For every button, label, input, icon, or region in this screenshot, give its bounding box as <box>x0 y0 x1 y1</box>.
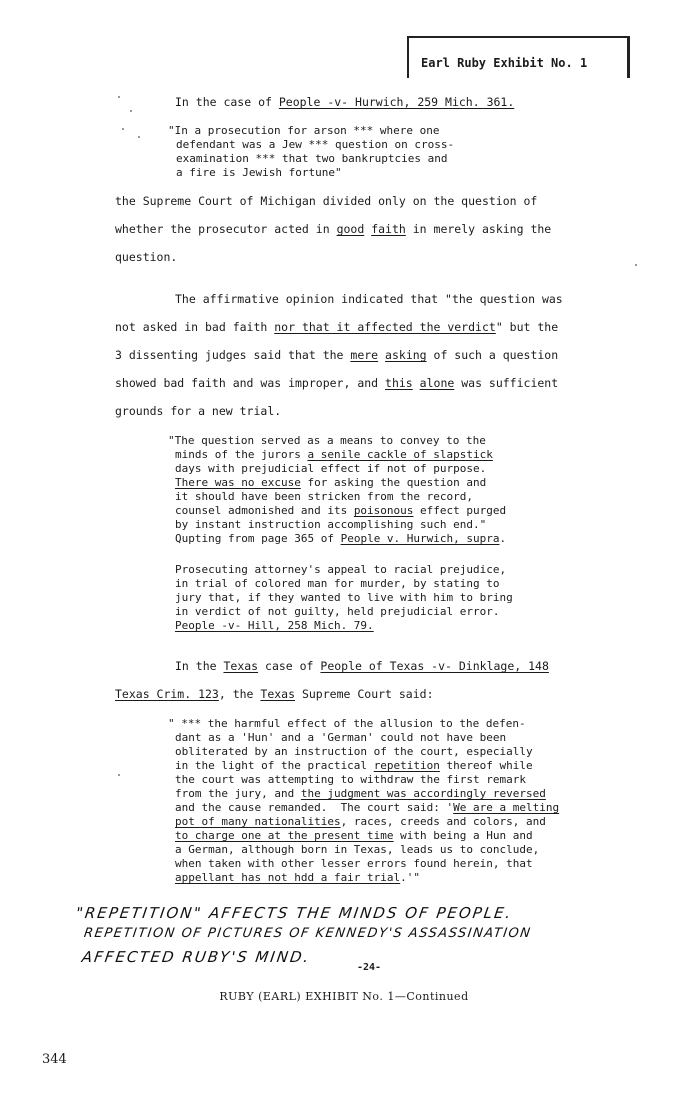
quote-line <box>175 532 506 545</box>
para1-line <box>115 224 551 236</box>
scan-speck <box>138 136 140 138</box>
para2-line <box>115 378 558 390</box>
quote-line <box>175 504 506 517</box>
quote-line: "The question served as a means to convey to the <box>168 434 486 447</box>
para2-line: grounds for a new trial. <box>115 404 282 418</box>
quote-line <box>175 829 533 842</box>
underlined-text: Texas <box>260 687 296 701</box>
text: showed bad faith and was improper, and <box>115 376 386 390</box>
text: , the <box>218 687 261 701</box>
underlined-text: appellant has not hdd a fair trial <box>175 871 401 884</box>
text: in merely asking the <box>405 222 552 236</box>
case1-line <box>175 97 514 109</box>
underlined-text: to charge one at the present time <box>175 829 394 842</box>
quote-line: dant as a 'Hun' and a 'German' could not have been <box>175 731 507 744</box>
underlined-text: We are a melting <box>453 801 560 814</box>
underlined-text: alone <box>419 376 455 390</box>
scan-speck <box>122 128 124 130</box>
quote-line <box>175 815 546 828</box>
underlined-text: There was no excuse <box>175 476 301 489</box>
text: Qupting from page 365 of <box>175 532 341 545</box>
underlined-text: pot of many nationalities <box>175 815 341 828</box>
para2-line <box>115 322 558 334</box>
text: . <box>499 532 507 545</box>
text: from the jury, and <box>175 787 301 800</box>
quote-line: the court was attempting to withdraw the first remark <box>175 773 526 786</box>
underlined-text: asking <box>385 348 427 362</box>
text: minds of the jurors <box>175 448 308 461</box>
quote-line: Prosecuting attorney's appeal to racial prejudice, <box>175 563 507 576</box>
underlined-text: People v. Hurwich, supra <box>340 532 500 545</box>
underlined-text: nor that it affected the verdict <box>274 320 496 334</box>
para1-line: the Supreme Court of Michigan divided only on the question of <box>115 194 538 208</box>
case1-intro: In the case of <box>175 95 279 109</box>
handwritten-note-line: REPETITION OF PICTURES OF KENNEDY'S ASSASSINATION <box>82 926 533 941</box>
underlined-text: People of Texas -v- Dinklage, 148 <box>320 659 549 673</box>
text: In the <box>175 659 224 673</box>
para2-line: The affirmative opinion indicated that "the question was <box>175 292 563 306</box>
text: " but the <box>495 320 559 334</box>
underlined-text: mere <box>350 348 379 362</box>
handwritten-note-line: "REPETITION" AFFECTS THE MINDS OF PEOPLE. <box>74 904 514 922</box>
quote-line: defendant was a Jew *** question on cross- <box>176 138 455 151</box>
quote-line: "In a prosecution for arson *** where one <box>168 124 440 137</box>
quote-line <box>175 759 533 772</box>
underlined-text: Texas <box>223 659 259 673</box>
text: thereof while <box>439 759 533 772</box>
quote-line: examination *** that two bankruptcies and <box>176 152 448 165</box>
underlined-text: a senile cackle of slapstick <box>307 448 493 461</box>
quote-line <box>175 871 420 884</box>
quote-line: in verdict of not guilty, held prejudicial error. <box>175 605 500 618</box>
underlined-text: Texas Crim. 123 <box>115 687 219 701</box>
quote2-block <box>168 434 506 546</box>
underlined-text: poisonous <box>353 504 414 517</box>
exhibit-label: Earl Ruby Exhibit No. 1 <box>421 56 588 70</box>
text: whether the prosecutor acted in <box>115 222 337 236</box>
para3-line <box>175 661 549 673</box>
quote-line: " *** the harmful effect of the allusion to the defen- <box>168 717 526 730</box>
scan-speck <box>118 96 120 98</box>
text: 3 dissenting judges said that the <box>115 348 351 362</box>
quote-line <box>175 448 493 461</box>
scan-speck <box>130 110 132 112</box>
quote-line <box>175 787 546 800</box>
text: counsel admonished and its <box>175 504 354 517</box>
quote-line: in trial of colored man for murder, by stating to <box>175 577 500 590</box>
handwritten-note-line: AFFECTED RUBY'S MIND. <box>80 948 312 966</box>
text: .'" <box>400 871 421 884</box>
text: not asked in bad faith <box>115 320 275 334</box>
text: case of <box>258 659 321 673</box>
text: of such a question <box>426 348 559 362</box>
page-number: -24- <box>357 962 382 973</box>
text: was sufficient <box>454 376 559 390</box>
case1-quote <box>168 124 454 180</box>
text: , races, creeds and colors, and <box>340 815 546 828</box>
exhibit-label-box <box>407 36 630 78</box>
underlined-text: the judgment was accordingly reversed <box>300 787 546 800</box>
quote-line: jury that, if they wanted to live with him to bring <box>175 591 513 604</box>
para1-line: question. <box>115 250 178 264</box>
text: and the cause remanded. The court said: ' <box>175 801 454 814</box>
quote-line: a fire is Jewish fortune" <box>176 166 342 179</box>
quote-line: a German, although born in Texas, leads us to conclude, <box>175 843 540 856</box>
quote-line: it should have been stricken from the record, <box>175 490 474 503</box>
underlined-text: faith <box>371 222 406 236</box>
text: effect purged <box>413 504 507 517</box>
folio-number: 344 <box>42 1052 67 1067</box>
para2-line <box>115 350 558 362</box>
quote3-block <box>175 563 513 633</box>
exhibit-caption: RUBY (EARL) EXHIBIT No. 1—Continued <box>219 990 469 1003</box>
text: in the light of the practical <box>175 759 374 772</box>
quote-line <box>175 476 486 489</box>
underlined-text: this <box>385 376 413 390</box>
underlined-text: good <box>336 222 365 236</box>
case1-citation: People -v- Hurwich, 259 Mich. 361. <box>278 95 515 109</box>
text: for asking the question and <box>300 476 487 489</box>
quote-line <box>175 801 559 814</box>
text: with being a Hun and <box>393 829 533 842</box>
scan-speck <box>118 774 120 776</box>
para3-line <box>115 689 434 701</box>
quote3-citation: People -v- Hill, 258 Mich. 79. <box>175 619 374 632</box>
scan-speck <box>635 264 637 266</box>
text: Supreme Court said: <box>295 687 434 701</box>
quote-line: days with prejudicial effect if not of purpose. <box>175 462 487 475</box>
quote-line: obliterated by an instruction of the court, especially <box>175 745 533 758</box>
quote-line: when taken with other lesser errors found herein, that <box>175 857 533 870</box>
quote4-block <box>168 717 559 885</box>
quote-line: by instant instruction accomplishing such end." <box>175 518 487 531</box>
underlined-text: repetition <box>373 759 440 772</box>
